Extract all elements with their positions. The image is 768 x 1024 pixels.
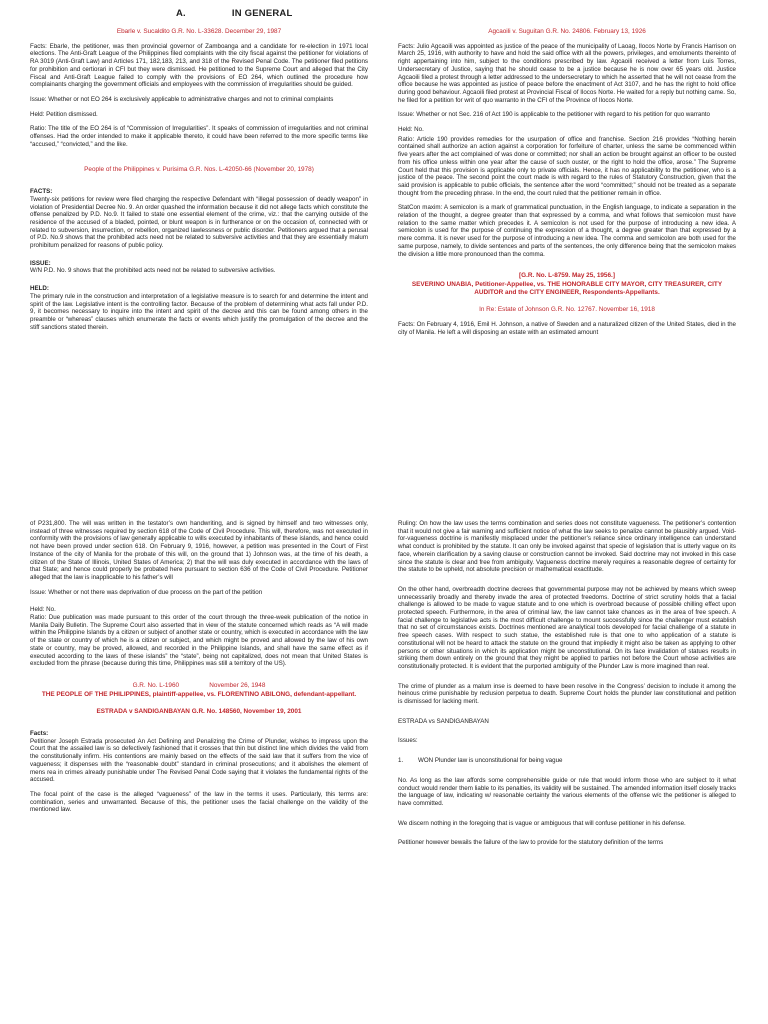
label-facts: Facts:	[30, 730, 49, 738]
paragraph: Held: No.	[30, 606, 56, 614]
column-bottom-left	[30, 520, 368, 1020]
paragraph: We discern nothing in the foregoing that is vague or ambiguous that will confuse petitioner in his defense.	[398, 819, 686, 827]
paragraph: W/N P.D. No. 9 shows that the prohibited acts need not be related to subversive activities.	[30, 267, 276, 275]
paragraph: The crime of plunder as a malum inse is deemed to have been resolve in the Congress’ decision to include it among the heinous crime punishable by reclusion perpetua to death. Supreme Court holds the plunder law constitutional and petition is dismissed for lacking merit.	[398, 682, 736, 706]
column-top-right	[398, 28, 736, 463]
paragraph: Twenty-six petitions for review were filed charging the respective Defendant with “illegal possession of deadly weapon” in violation of Presidential Decree No. 9. An order quashed the information because it did not allege facts which constitute the offense penalized by P.D. No.9. It failed to state one essential element of the crime, viz.: that the carrying outside of the residence of the accused of a bladed, pointed, or blunt weapon is in furtherance or on the occasion of, connected with or related to subversion, insurrection, or rebellion, organized lawlessness or public disorder. Petitioners argued that a perusal of P.D. No.9 shows that the prohibited acts need not be related to subversive activities and that they are essentially malum prohibitum penalized for reasons of public policy.	[30, 195, 368, 250]
paragraph: Facts: On February 4, 1916, Emil H. Johnson, a native of Sweden and a naturalized citizen of the United States, died in the city of Manila. He left a will disposing an estate with an estimated amount	[398, 321, 736, 336]
paragraph: Issues:	[398, 737, 418, 745]
case-heading-abilong-parties: THE PEOPLE OF THE PHILIPPINES, plaintiff-appellee, vs. FLORENTINO ABILONG, defendant-appellant.	[41, 690, 357, 698]
label-facts: FACTS:	[30, 188, 53, 196]
paragraph: On the other hand, overbreadth doctrine decrees that governmental purpose may not be achieved by means which sweep unnecessarily broadly and thereby invade the area of protected freedoms. Doctrine of strict scrutiny holds that a facial challenge is allowed to be made to vague statute and to one which is overbroad because of possible chilling effect upon protected speech. Furthermore, in the area of criminal law, the law cannot take chances as in the area of free speech. A facial challenge to legislative acts is the most difficult challenge to mount successfully since the challenger must establish that no set of circumstances exists. Doctrines mentioned are analytical tools developed for facial challenge of a statute in free speech cases. With respect to such statue, the established rule is that one to who application of a statute is constitutional will not be heard to attack the statute on the ground that impliedly it might also be taken as applying to other persons or other situations in which its application might be unconstitutional. On its face invalidation of statues results in striking them down entirely on the ground that they might be applied to parties not before the Court whose activities are constitutionally protected. It is evident that the purported ambiguity of the Plunder Law is more imagined than real.	[398, 585, 736, 670]
paragraph: Ratio: Due publication was made pursuant to this order of the court through the three-week publication of the notice in Manila Daily Bulletin. The Supreme Court also asserted that in view of the statute concerned which reads as “A will made within the Philippine Islands by a citizen or subject of another state or country, which is executed in accordance with the law of the state or country of which he is a citizen or subject, and which might be proved and allowed by the law of his own state or country, may be proved, allowed, and recorded in the Philippine Islands, and shall have the same effect as if executed according to the laws of these islands” the “state”, being not capitalized, does not mean that United States is excluded from the phrase (because during this time, Philippines was still a territory of the US).	[30, 614, 368, 668]
case-heading-unabia-parties: SEVERINO UNABIA, Petitioner-Appellee, vs. THE HONORABLE CITY MAYOR, CITY TREASURER, CITY AUDITOR and the CITY ENGINEER, Respondents-Appellants.	[411, 280, 723, 296]
case-heading-estrada: ESTRADA v SANDIGANBAYAN G.R. No. 148560, November 19, 2001	[96, 708, 302, 716]
case-heading-unabia-gr: [G.R. No. L-8759. May 25, 1956.]	[519, 272, 615, 280]
label-held: HELD:	[30, 285, 49, 293]
numbered-issue	[398, 757, 736, 765]
paragraph: Ruling: On how the law uses the terms combination and series does not constitute vagueness. The petitioner’s contention that it would not give a fair warning and sufficient notice of what the law seeks to penalize cannot be plausibly argued. Void-for-vagueness doctrine is manifestly misplaced under the petitioner’s reliance since ordinary intelligence can understand what conduct is prohibited by the statute. It can only be invoked against that specie of legislation that is utterly vague on its face, wherein clarification by a saving clause or construction cannot be invoked. Said doctrine may not invoked in this case since the statute is clear and free from ambiguity. Vagueness doctrine merely requires a reasonable degree of certainty for the statute to be upheld, not absolute precision or mathematical exactitude.	[398, 520, 736, 574]
case-heading-ebarle: Ebarle v. Sucaldito G.R. No. L-33628. December 29, 1987	[116, 28, 282, 35]
column-top-left	[30, 28, 368, 463]
paragraph: Issue: Whether or not EO 264 is exclusively applicable to administrative charges and not to criminal complaints	[30, 95, 334, 103]
section-title	[176, 8, 293, 19]
paragraph: Issue: Whether or not Sec. 216 of Act 190 is applicable to the petitioner with regard to his petition for quo warranto	[398, 111, 710, 119]
label-issue: ISSUE:	[30, 259, 51, 267]
section-letter: A.	[176, 8, 186, 19]
paragraph: Petitioner Joseph Estrada prosecuted An Act Defining and Penalizing the Crime of Plunder, wishes to impress upon the Court that the assailed law is so defectively fashioned that it crosses that thin but distinct line which divides the valid from the constitutionally infirm. His contentions are mainly based on the effects of the said law that it suffers from the vice of vagueness; it dispenses with the “reasonable doubt” standard in criminal prosecutions; and it abolishes the element of mens rea in crimes already punishable under The Revised Penal Code saying that it violates the fundamental rights of the accused.	[30, 737, 368, 784]
case-heading-purisima: People of the Philippines v. Purisima G.R. Nos. L-42050-66 (November 20, 1978)	[84, 166, 314, 174]
issue-number: 1.	[398, 757, 404, 765]
paragraph: No. As long as the law affords some comprehensible guide or rule that would inform those who are subject to it what conduct would render them liable to its penalties, its validity will be sustained. The amended information itself closely tracks the language of law, indicating w/ reasonable certainty the various elements of the offense w/c the petitioner is alleged to have committed.	[398, 776, 736, 807]
case-heading-abilong-gr: G.R. No. L-1960 November 26, 1948	[132, 681, 266, 689]
case-heading-johnson: In Re: Estate of Johnson G.R. No. 12767. November 16, 1918	[479, 306, 655, 314]
paragraph: Held: No.	[398, 126, 424, 134]
paragraph: of P231,800. The will was written in the testator’s own handwriting, and is signed by himself and two witnesses only, instead of three witnesses required by section 618 of the Code of Civil Procedure. This will, therefore, was not executed in conformity with the provisions of law generally applicable to wills executed by inhabitants of these islands, and hence could not have been proved under section 618. On February 9, 1916, however, a petition was presented in the Court of First Instance of the city of Manila for the probate of this will, on the ground that 1) Johnson was, at the time of his death, a citizen of the State of Illinois, United States of America; 2) that the will was duly executed in accordance with the laws of that State; and hence could properly be probated here pursuant to section 636 of the Code of Civil Procedure. Petitioner alleged that the law is inapplicable to his father’s will	[30, 520, 368, 581]
paragraph: ESTRADA vs SANDIGANBAYAN	[398, 717, 489, 725]
paragraph: The focal point of the case is the alleged “vagueness” of the law in the terms it uses. Particularly, this terms are: combination, series and unwarranted. Because of this, the petitioner uses the facial challenge on the validity of the mentioned law.	[30, 790, 368, 814]
paragraph: StatCon maxim: A semicolon is a mark of grammatical punctuation, in the English language, to indicate a separation in the relation of the thought, a degree greater than that expressed by a comma, and what follows that semicolon must have relation to the same matter which precedes it. A semicolon is not used for the purpose of introducing a new idea. A semicolon is used for the purpose of continuing the expression of a thought, a degree greater than that expressed by a mere comma. It is never used for the purpose of introducing a new idea. The comma and semicolon are both used for the same purpose, namely, to divide sentences and parts of the sentences, the only difference being that the semicolon makes the division a little more pronounced than the comma.	[398, 204, 736, 258]
section-heading: IN GENERAL	[231, 8, 293, 19]
paragraph: Held: Petition dismissed.	[30, 110, 98, 118]
column-bottom-right	[398, 520, 736, 1020]
issue-text: WON Plunder law is unconstitutional for being vague	[418, 757, 563, 765]
paragraph: The primary rule in the construction and interpretation of a legislative measure is to search for and determine the intent and spirit of the law. Legislative intent is the controlling factor. Because of the problem of determining what acts fall under P.D. 9, it becomes necessary to inquire into the intent and spirit of the decree and this can be found among others in the preamble or “whereas” clauses which enumerate the facts or events which justify the promulgation of the decree and the stiff sanctions stated therein.	[30, 292, 368, 331]
paragraph: Petitioner however bewails the failure of the law to provide for the statutory definition of the terms	[398, 839, 664, 847]
paragraph: Ratio: Article 190 provides remedies for the usurpation of office and franchise. Section 216 provides “Nothing herein contained shall authorize an action against a corporation for forfeiture of charter, unless the same be commenced within five years after the act complained of was done or committed; nor shall an action be brought against an officer to be ousted from his office unless within one year after the cause of such ouster, or the right to hold the office, arose.” The Supreme Court held that this provision is applicable only to private officials. Hence, it has no applicability to the petitioner, who is a justice of the peace. The second point the court made is with regard to the rules of Statutory Construction, given that the said provision is applicable to public officials, the sentence after the word “committed;” should not be treated as a separate thought from the preceding phrase. In the end, the court ruled that the petitioner remain in office.	[398, 135, 736, 197]
paragraph: Facts: Ebarle, the petitioner, was then provincial governor of Zamboanga and a candidate for re-election in 1971 local elections. The Anti-Graft League of the Philippines filed complaints with the city fiscal against the petitioner for violations of RA 3019 (Anti-Graft Law) and Articles 171, 182,183, 213, and 318 of the Revised Penal Code. The petitioner filed petitions for prohibition and certiorari in CFI but they were dismissed. He petitioned to the Supreme Court and alleged that the City Fiscal and Anti-Graft League failed to comply with the provisions of EO 264, which outlined the procedure how complainants charging the government officials and employees with the commission of irregularities should be guided.	[30, 42, 368, 89]
paragraph: Ratio: The title of the EO 264 is of “Commission of Irregularities”. It speaks of commission of irregularities and not criminal offenses. Had the order intended to make it applicable thereto, it could have been referred to the more specific terms like “accused,” “convicted,” and the like.	[30, 125, 368, 148]
paragraph: Issue: Whether or not there was deprivation of due process on the part of the petition	[30, 588, 263, 596]
case-heading-agcaoili: Agcaoili v. Suguitan G.R. No. 24806. February 13, 1926	[488, 28, 646, 35]
paragraph: Facts: Julio Agcaoili was appointed as justice of the peace of the municipality of Laoag, Ilocos Norte by Francis Harrison on March 25, 1916, with authority to have and hold the said office with all the powers, privileges, and emoluments thereinto of right appertaining into him, subject to the conditions prescribed by law. Agcaoili received a letter from Luis Torres, Undersecretary of Justice, saying that he should cease to be a justice because he is now over 65 years old. Justice Agcaoili filed a protest through a letter addressed to the undersecretary to which he asserted that he will not cease from the office because he was appointed as justice of peace before the enactment of Act 3107, and he has the right to hold office during good behaviour. Agcaoili filed protest at Provincial Fiscal of Ilocos Norte. He waited for a reply but nothing came. So, he filed for a petition for writ of quo warranto in the CFI of the Province of Ilocos Norte.	[398, 42, 736, 104]
